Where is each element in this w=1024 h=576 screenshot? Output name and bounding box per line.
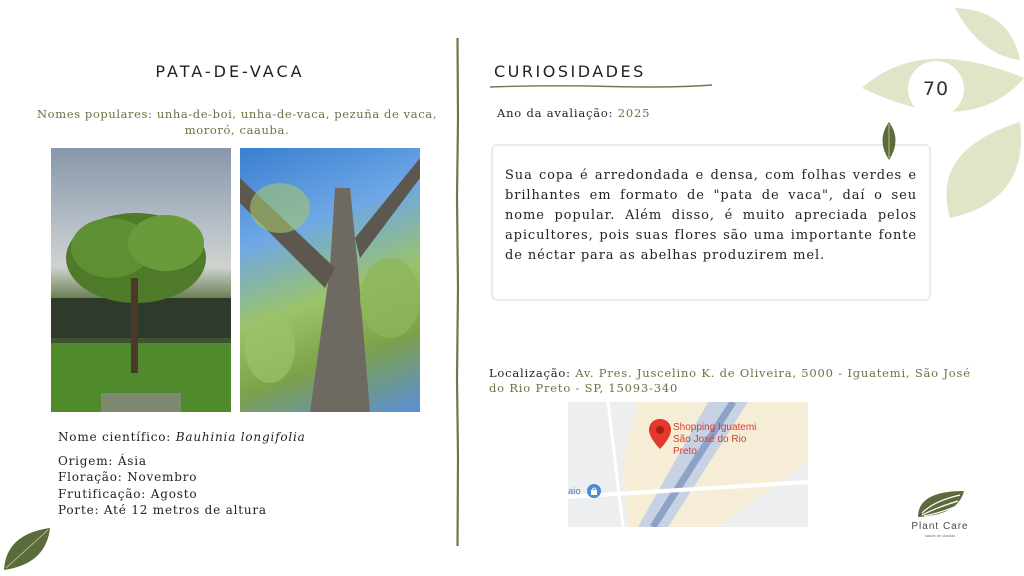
shopping-bag-icon — [587, 484, 601, 498]
location-address: Av. Pres. Juscelino K. de Oliveira, 5000 - Iguatemi, São José do Rio Preto - SP, 15093-340 — [489, 366, 971, 395]
logo-leaf-icon — [914, 487, 968, 519]
logo-tagline: saúde de plantas — [924, 533, 956, 538]
popular-names — [32, 106, 442, 138]
evaluation-year-label: Ano da avaliação: — [497, 106, 614, 120]
vertical-divider — [455, 38, 460, 546]
origin-text: Origem: Ásia — [58, 453, 147, 468]
flowering-text: Floração: Novembro — [58, 470, 198, 484]
small-leaf-icon — [878, 122, 900, 160]
curiosities-text: Sua copa é arredondada e densa, com folhas verdes e brilhantes em formato de "pata de vaca", daí o seu nome popular. Além disso, é muito apreciada pelos apicultores, pois suas flores são uma importante fonte de néctar para as abelhas produzirem mel. — [505, 168, 917, 263]
map-background — [568, 402, 808, 527]
map-pin-icon[interactable] — [649, 419, 671, 449]
curiosities-underline — [490, 83, 712, 89]
location-map[interactable] — [568, 402, 808, 527]
popular-names-value: unha-de-boi, unha-de-vaca, pezuña de vaca, mororó, caauba. — [156, 107, 437, 137]
location — [489, 366, 979, 396]
map-place-label: Shopping Iguatemi São José do Rio Preto — [673, 422, 757, 457]
scientific-name-row — [58, 429, 306, 446]
logo-name: Plant Care — [911, 521, 969, 532]
plant-facts — [58, 429, 306, 519]
evaluation-number-badge: 70 — [908, 61, 964, 117]
corner-leaf-icon — [2, 526, 52, 572]
tree-photo-full — [51, 148, 231, 412]
location-label: Localização: — [489, 366, 571, 380]
scientific-name-value: Bauhinia longifolia — [175, 430, 306, 444]
curiosities-title: CURIOSIDADES — [494, 62, 646, 81]
fruiting-text: Frutificação: Agosto — [58, 486, 198, 501]
plant-title: PATA-DE-VACA — [155, 62, 305, 81]
evaluation-year-value: 2025 — [617, 106, 651, 120]
plant-care-logo — [900, 487, 980, 543]
map-side-label: aio — [568, 486, 581, 497]
size-text: Porte: Até 12 metros de altura — [58, 503, 267, 517]
scientific-name-label: Nome científico: — [58, 430, 172, 444]
tree-trunk-photo — [240, 148, 420, 412]
evaluation-year — [497, 106, 650, 120]
popular-names-label: Nomes populares: — [37, 107, 153, 121]
